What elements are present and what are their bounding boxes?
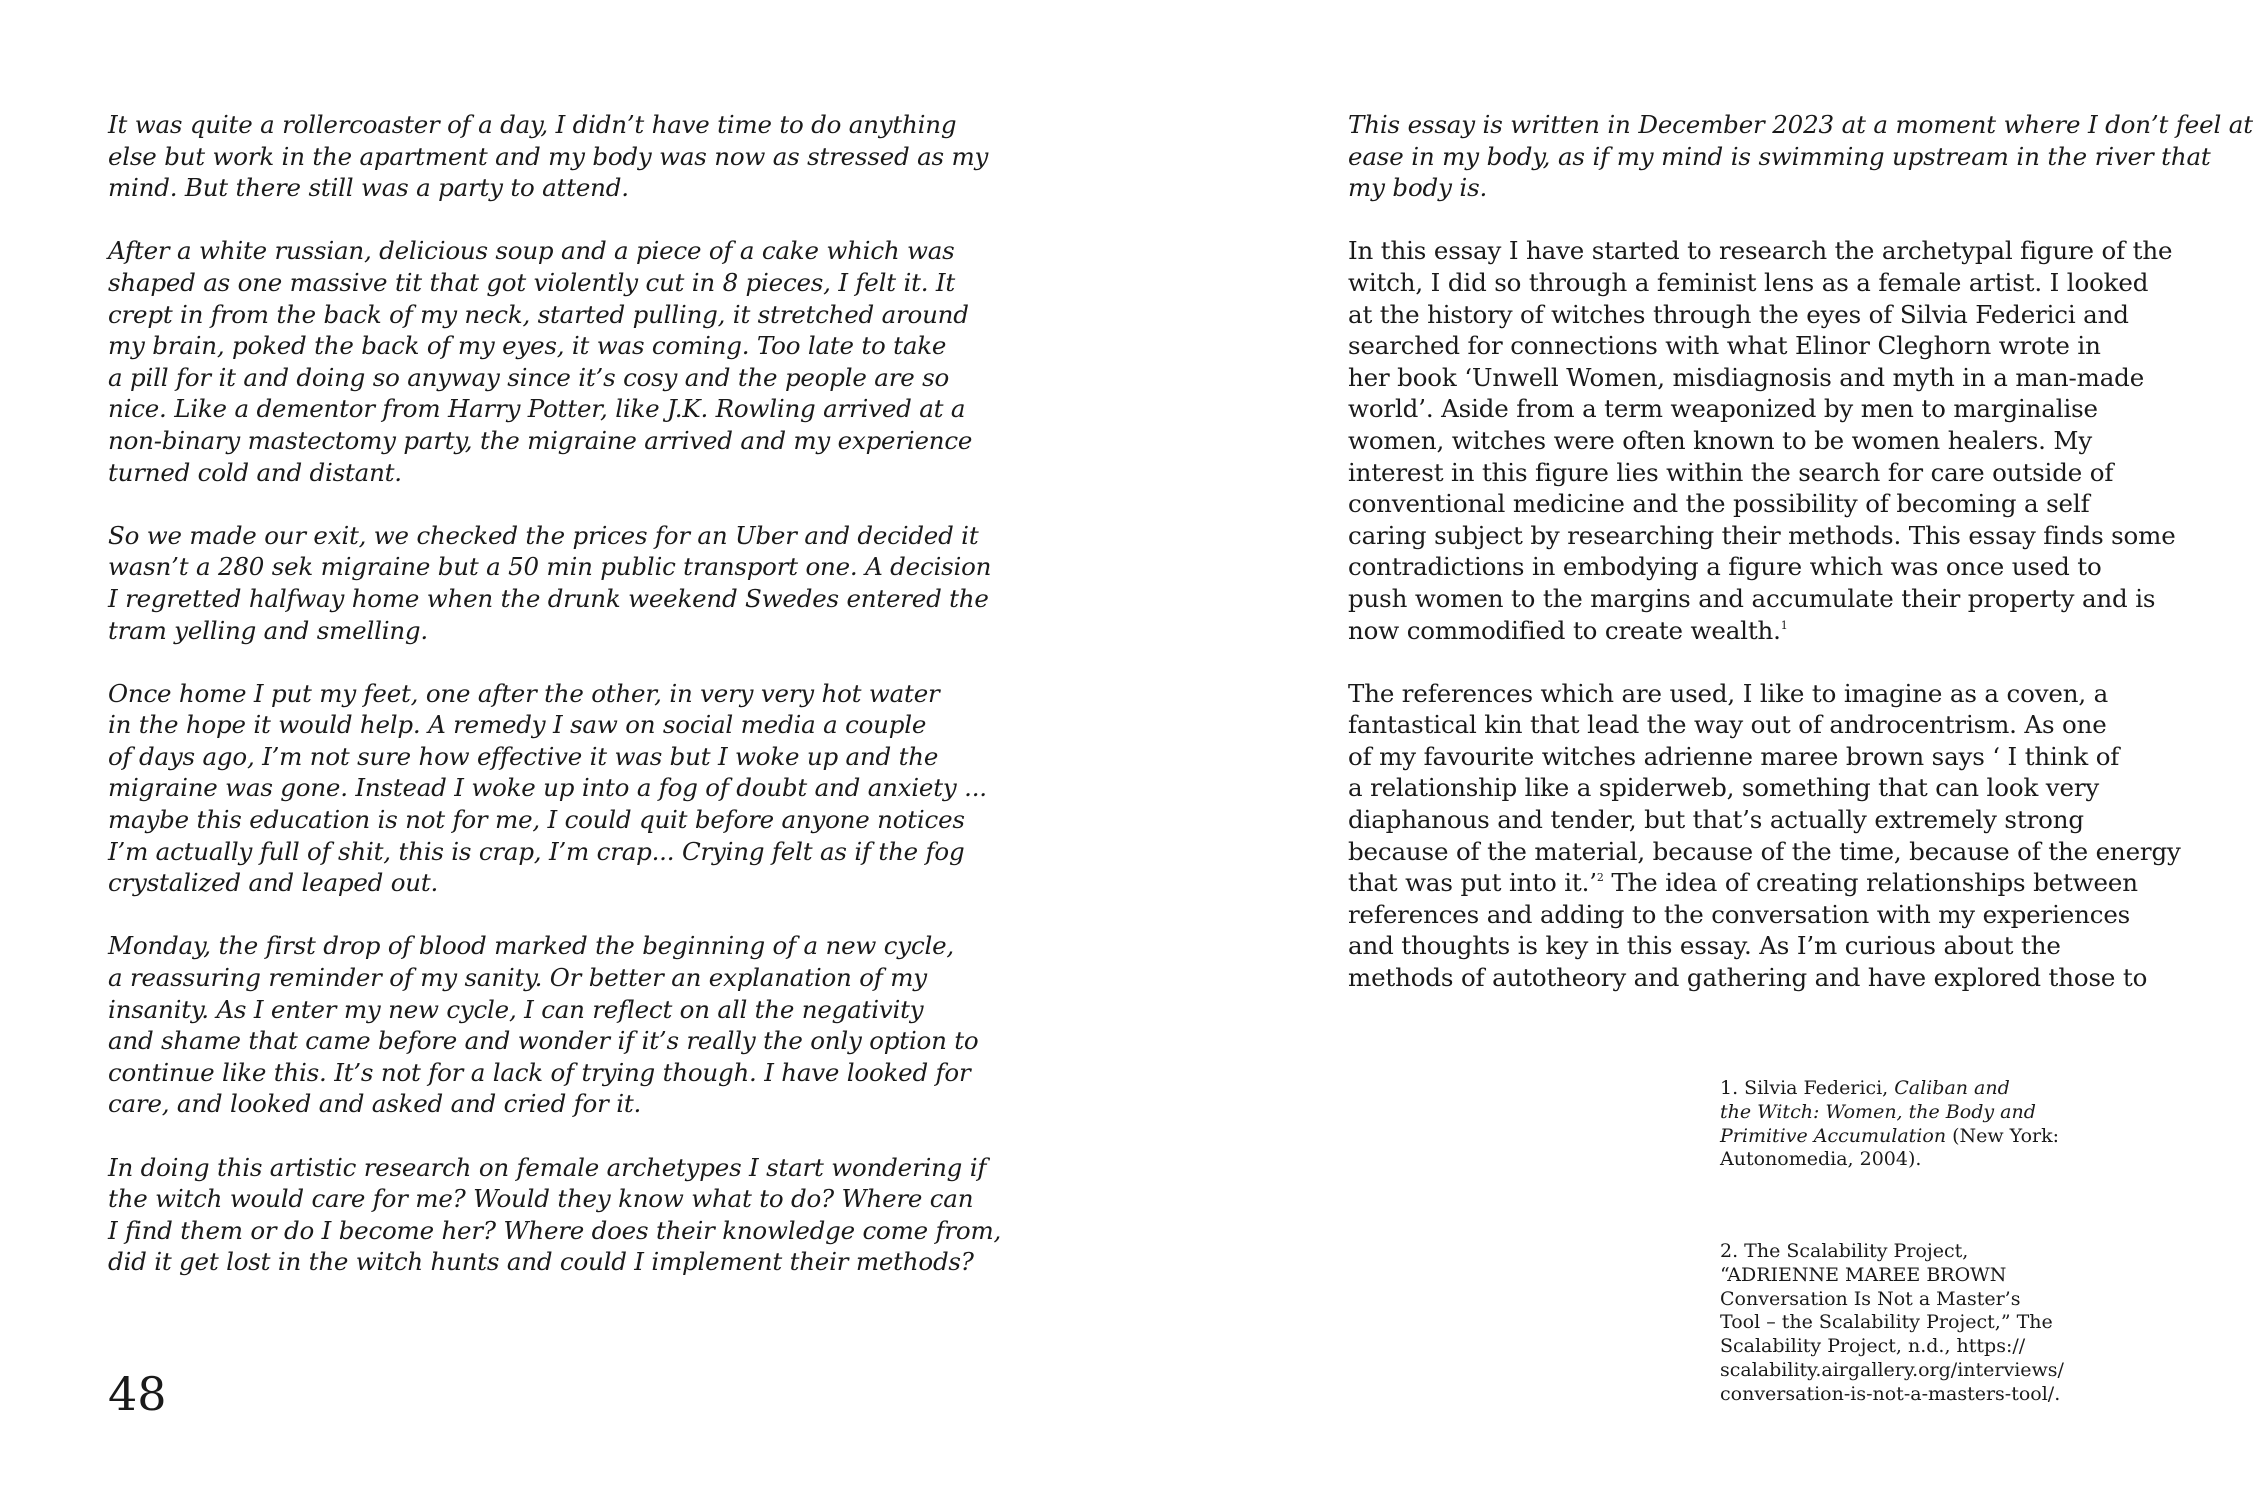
text-line: of days ago, I’m not sure how effective it was but I woke up and the <box>108 741 939 771</box>
text-segment: The idea of creating relationships between <box>1603 868 2138 898</box>
text-line: After a white russian, delicious soup and a piece of a cake which was <box>108 236 955 266</box>
text-line: turned cold and distant. <box>108 457 402 487</box>
text-line: crept in from the back of my neck, started pulling, it stretched around <box>108 299 969 329</box>
text-line: migraine was gone. Instead I woke up into a fog of doubt and anxiety ... <box>108 773 987 803</box>
text-line: world’. Aside from a term weaponized by men to marginalise <box>1348 394 2098 424</box>
book-title: the Witch: Women, the Body and <box>1720 1100 2036 1123</box>
text-line: The references which are used, I like to imagine as a coven, a <box>1348 678 2109 708</box>
text-line: mind. But there still was a party to attend. <box>108 173 629 203</box>
essay-intro-paragraph <box>1348 109 2253 204</box>
footnote-line: Autonomedia, 2004). <box>1720 1148 1922 1171</box>
diary-paragraph-2 <box>108 235 973 488</box>
footnote-line: Tool – the Scalability Project,” The <box>1720 1311 2053 1334</box>
book-title: Primitive Accumulation <box>1720 1124 1947 1147</box>
text-line: crystalized and leaped out. <box>108 868 439 898</box>
footnote-reference-2[interactable]: 2 <box>1596 871 1604 885</box>
text-line: my brain, poked the back of my eyes, it was coming. Too late to take <box>108 331 947 361</box>
text-line: conventional medicine and the possibility of becoming a self <box>1348 489 2090 519</box>
text-line: searched for connections with what Elinor Cleghorn wrote in <box>1348 331 2101 361</box>
text-line: care, and looked and asked and cried for it. <box>108 1089 642 1119</box>
page-number: 48 <box>108 1367 167 1421</box>
text-line: shaped as one massive tit that got violently cut in 8 pieces, I felt it. It <box>108 267 956 297</box>
text-line: ease in my body, as if my mind is swimming upstream in the river that <box>1348 141 2211 171</box>
text-line: wasn’t a 280 sek migraine but a 50 min public transport one. A decision <box>108 552 992 582</box>
footnote-line <box>1720 1125 2080 1149</box>
footnote-line: Scalability Project, n.d., https:// <box>1720 1335 2026 1358</box>
footnote-line <box>1720 1101 2080 1125</box>
text-line: my body is. <box>1348 173 1488 203</box>
text-line: diaphanous and tender, but that’s actually extremely strong <box>1348 805 2084 835</box>
text-line: I regretted halfway home when the drunk weekend Swedes entered the <box>108 583 989 613</box>
footnote-url-line[interactable]: conversation-is-not-a-masters-tool/. <box>1720 1382 2061 1405</box>
footnote-line: 2. The Scalability Project, <box>1720 1240 1969 1262</box>
footnote-line: “ADRIENNE MAREE BROWN <box>1720 1263 2007 1286</box>
text-line: in the hope it would help. A remedy I saw on social media a couple <box>108 710 927 740</box>
text-line: the witch would care for me? Would they know what to do? Where can <box>108 1184 974 1214</box>
text-line: Once home I put my feet, one after the other, in very very hot water <box>108 678 940 708</box>
essay-paragraph-2 <box>1348 678 2181 994</box>
diary-text-column <box>108 109 1002 1310</box>
text-line: This essay is written in December 2023 at a moment where I don’t feel at <box>1348 110 2253 139</box>
text-line: caring subject by researching their methods. This essay finds some <box>1348 520 2176 550</box>
text-line: In doing this artistic research on female archetypes I start wondering if <box>108 1152 987 1182</box>
text-line: In this essay I have started to research the archetypal figure of the <box>1348 236 2173 266</box>
footnote-url-line[interactable]: scalability.airgallery.org/interviews/ <box>1720 1358 2064 1381</box>
book-title: Caliban and <box>1894 1077 2010 1099</box>
footnote-reference-1[interactable]: 1 <box>1780 618 1788 632</box>
text-line: because of the material, because of the time, because of the energy <box>1348 836 2181 866</box>
diary-paragraph-1 <box>108 109 989 204</box>
text-segment: 1. Silvia Federici, <box>1720 1077 1895 1099</box>
text-line: references and adding to the conversation with my experiences <box>1348 899 2131 929</box>
text-line: push women to the margins and accumulate their property and is <box>1348 583 2156 613</box>
text-line: and thoughts is key in this essay. As I’m curious about the <box>1348 931 2061 961</box>
text-line: I’m actually full of shit, this is crap, I’m crap... Crying felt as if the fog <box>108 836 965 866</box>
text-line: non-binary mastectomy party, the migraine arrived and my experience <box>108 425 973 455</box>
footnote-line <box>1720 1077 2080 1101</box>
text-segment: (New York: <box>1946 1124 2060 1147</box>
text-line: Monday, the first drop of blood marked the beginning of a new cycle, <box>108 931 954 961</box>
text-line: contradictions in embodying a figure which was once used to <box>1348 552 2102 582</box>
text-line: It was quite a rollercoaster of a day, I didn’t have time to do anything <box>108 110 957 139</box>
text-line: fantastical kin that lead the way out of androcentrism. As one <box>1348 710 2107 740</box>
essay-paragraph-1 <box>1348 235 2176 646</box>
text-line: a relationship like a spiderweb, something that can look very <box>1348 773 2100 803</box>
text-segment: that was put into it.’ <box>1348 868 1597 898</box>
text-line: maybe this education is not for me, I could quit before anyone notices <box>108 805 965 835</box>
text-line: women, witches were often known to be women healers. My <box>1348 425 2093 455</box>
text-line: tram yelling and smelling. <box>108 615 428 645</box>
diary-paragraph-3 <box>108 520 992 646</box>
text-line <box>1348 615 2058 647</box>
text-line <box>1348 867 2138 899</box>
text-line: nice. Like a dementor from Harry Potter, like J.K. Rowling arrived at a <box>108 394 966 424</box>
diary-paragraph-6 <box>108 1152 1002 1278</box>
text-line: So we made our exit, we checked the prices for an Uber and decided it <box>108 520 979 550</box>
text-line: a reassuring reminder of my sanity. Or better an explanation of my <box>108 963 927 993</box>
text-line: continue like this. It’s not for a lack of trying though. I have looked for <box>108 1057 971 1087</box>
text-line: witch, I did so through a feminist lens as a female artist. I looked <box>1348 267 2149 297</box>
text-line: methods of autotheory and gathering and have explored those to <box>1348 963 2148 993</box>
text-line: insanity. As I enter my new cycle, I can reflect on all the negativity <box>108 994 924 1024</box>
text-line: of my favourite witches adrienne maree brown says ‘ I think of <box>1348 741 2120 771</box>
text-line: else but work in the apartment and my body was now as stressed as my <box>108 141 989 171</box>
text-line: did it get lost in the witch hunts and could I implement their methods? <box>108 1247 974 1277</box>
footnote-line: Conversation Is Not a Master’s <box>1720 1287 2021 1310</box>
footnote-2 <box>1720 1240 2080 1407</box>
essay-text-column <box>1348 109 2253 1025</box>
footnote-1 <box>1720 1077 2080 1172</box>
text-line: her book ‘Unwell Women, misdiagnosis and myth in a man-made <box>1348 362 2145 392</box>
text-segment: now commodified to create wealth. <box>1348 615 1781 645</box>
text-line: at the history of witches through the eyes of Silvia Federici and <box>1348 299 2129 329</box>
text-line: I find them or do I become her? Where does their knowledge come from, <box>108 1215 1002 1245</box>
text-line: a pill for it and doing so anyway since it’s cosy and the people are so <box>108 362 950 392</box>
diary-paragraph-5 <box>108 930 979 1120</box>
text-line: and shame that came before and wonder if it’s really the only option to <box>108 1026 979 1056</box>
text-line: interest in this figure lies within the search for care outside of <box>1348 457 2114 487</box>
diary-paragraph-4 <box>108 678 987 899</box>
left-page <box>0 0 1076 1508</box>
